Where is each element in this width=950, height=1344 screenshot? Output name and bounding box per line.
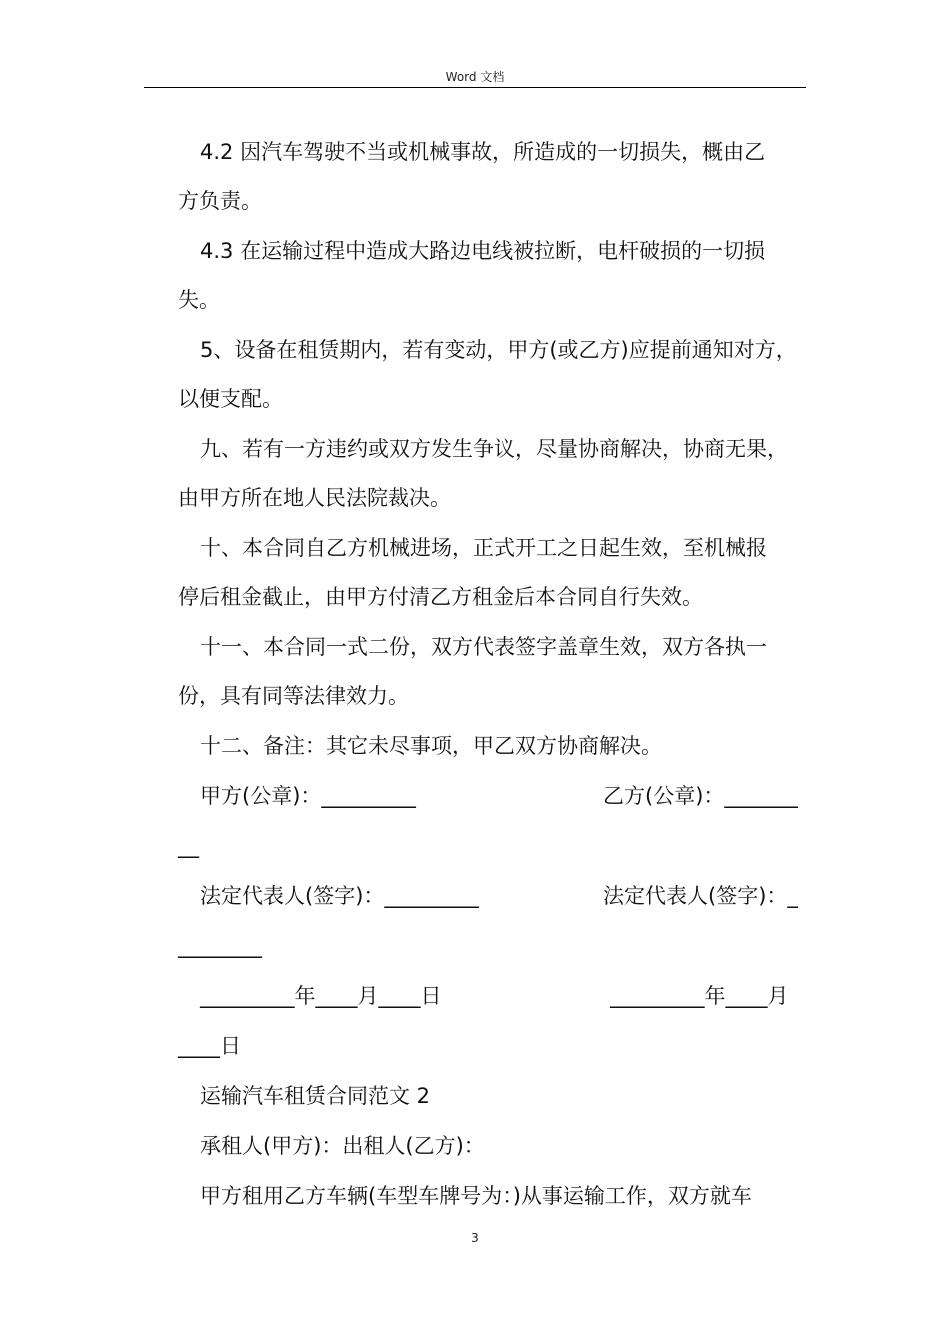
clause-10-line-2: 停后租金截止，由甲方付清乙方租金后本合同自行失效。	[178, 585, 703, 609]
page-number: 3	[471, 1231, 479, 1245]
clause-4-2-line-2: 方负责。	[178, 189, 262, 213]
party-b-date-continued: ____日	[178, 1034, 241, 1058]
clause-4-3-line-1: 4.3 在运输过程中造成大路边电线被拉断，电杆破损的一切损	[200, 239, 766, 263]
clause-10-line-1: 十、本合同自乙方机械进场，正式开工之日起生效，至机械报	[200, 536, 767, 560]
party-b-seal: 乙方(公章)：_______	[603, 784, 798, 808]
clause-5-line-1: 5、设备在租赁期内，若有变动，甲方(或乙方)应提前通知对方，	[200, 338, 797, 362]
party-a-representative: 法定代表人(签字)：_________	[200, 884, 479, 908]
party-b-representative: 法定代表人(签字)：_	[603, 884, 798, 908]
clause-5-line-2: 以便支配。	[178, 387, 283, 411]
clause-9-line-2: 由甲方所在地人民法院裁决。	[178, 486, 451, 510]
header-divider	[144, 87, 806, 88]
party-a-seal: 甲方(公章)：_________	[200, 784, 416, 808]
clause-11-line-2: 份，具有同等法律效力。	[178, 684, 409, 708]
clause-4-3-line-2: 失。	[178, 288, 220, 312]
clause-12: 十二、备注：其它未尽事项，甲乙双方协商解决。	[200, 734, 662, 758]
parties-line: 承租人(甲方)：出租人(乙方)：	[200, 1134, 485, 1158]
clause-9-line-1: 九、若有一方违约或双方发生争议，尽量协商解决，协商无果，	[200, 437, 788, 461]
clause-11-line-1: 十一、本合同一式二份，双方代表签字盖章生效，双方各执一	[200, 635, 767, 659]
body-line: 甲方租用乙方车辆(车型车牌号为：)从事运输工作，双方就车	[200, 1184, 752, 1208]
section-title: 运输汽车租赁合同范文 2	[200, 1084, 431, 1108]
clause-4-2-line-1: 4.2 因汽车驾驶不当或机械事故，所造成的一切损失，概由乙	[200, 140, 766, 164]
page-header: Word 文档	[445, 70, 505, 84]
party-b-representative-continued: ________	[178, 934, 262, 958]
party-b-seal-continued: __	[178, 834, 199, 858]
party-a-date: _________年____月____日	[200, 984, 442, 1008]
party-b-date: _________年____月	[610, 984, 789, 1008]
